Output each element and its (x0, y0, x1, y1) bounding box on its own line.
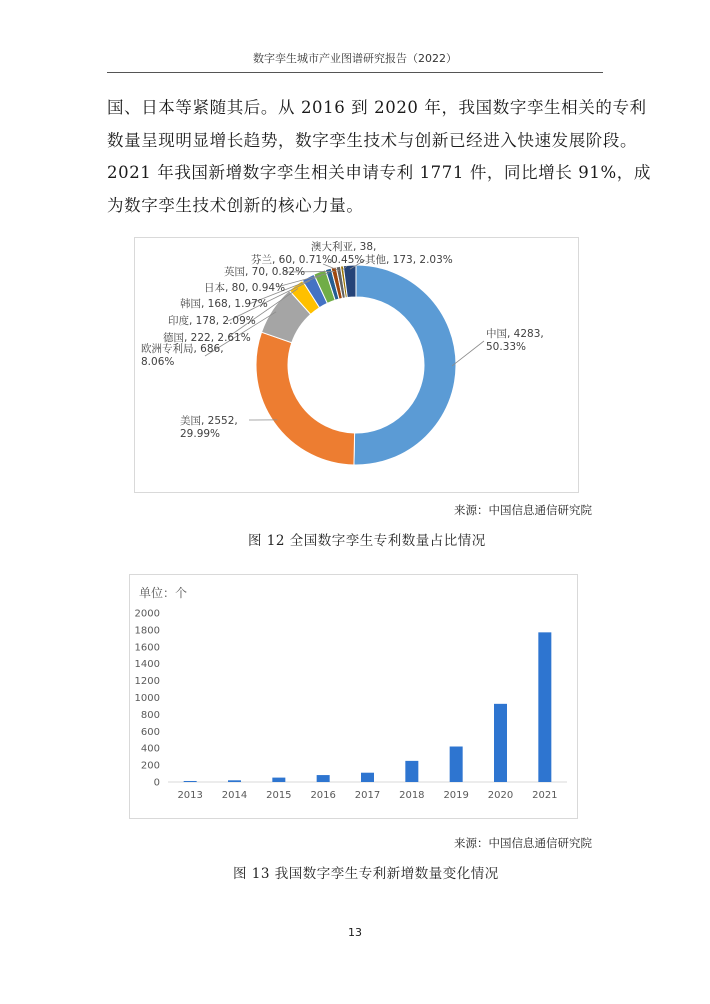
figure13-source: 来源：中国信息通信研究院 (454, 836, 592, 850)
y-tick-label: 1000 (134, 693, 160, 704)
bar (494, 704, 507, 782)
data-label-germany: 德国, 222, 2.61% (163, 332, 251, 344)
bar (228, 780, 241, 782)
bar (317, 775, 330, 782)
bar (184, 781, 197, 782)
x-tick-label: 2017 (354, 790, 381, 801)
bar-chart-frame (129, 574, 578, 819)
donut-chart-frame (134, 237, 579, 493)
bar (272, 778, 285, 782)
leader-line (452, 341, 484, 366)
page-header: 数字孪生城市产业图谱研究报告（2022） (253, 52, 457, 65)
bar (405, 761, 418, 782)
donut-slice (256, 332, 355, 465)
x-tick-label: 2013 (177, 790, 203, 801)
data-label-korea: 韩国, 168, 1.97% (180, 298, 268, 310)
figure12-caption: 图 12 全国数字孪生专利数量占比情况 (248, 533, 486, 549)
data-label-australia: 澳大利亚, 38, (311, 241, 377, 253)
data-label-finland: 芬兰, 60, 0.71% (251, 254, 333, 266)
donut-slice (354, 265, 456, 465)
x-tick-label: 2020 (487, 790, 514, 801)
data-label-usa-percent: 29.99% (180, 428, 221, 440)
bar (450, 747, 463, 782)
data-label-india: 印度, 178, 2.09% (168, 315, 256, 327)
y-tick-label: 1400 (134, 659, 160, 671)
y-tick-label: 400 (140, 743, 160, 755)
paragraph-line: 国、日本等紧随其后。从 2016 到 2020 年，我国数字孪生相关的专利 (107, 98, 647, 117)
x-tick-label: 2015 (266, 790, 292, 801)
data-label-china-percent: 50.33% (486, 341, 527, 353)
data-label-china: 中国, 4283, (486, 328, 544, 340)
data-label-usa: 美国, 2552, (180, 415, 238, 427)
y-tick-label: 200 (140, 760, 160, 772)
y-tick-label: 2000 (134, 608, 160, 620)
figure12-source: 来源：中国信息通信研究院 (454, 503, 592, 517)
x-tick-label: 2019 (443, 790, 469, 801)
y-tick-label: 600 (140, 726, 160, 738)
x-tick-label: 2021 (532, 790, 558, 801)
paragraph-line: 数量呈现明显增长趋势，数字孪生技术与创新已经进入快速发展阶段。 (107, 130, 638, 150)
figure13-caption: 图 13 我国数字孪生专利新增数量变化情况 (233, 866, 499, 882)
y-tick-label: 1200 (134, 676, 160, 688)
paragraph-line: 2021 年我国新增数字孪生相关申请专利 1771 件，同比增长 91%，成 (107, 163, 651, 182)
page-number: 13 (348, 926, 362, 939)
data-label-australia-percent: 0.45% (331, 254, 365, 266)
bar (361, 773, 374, 782)
y-unit-label: 单位：个 (139, 586, 188, 600)
body-paragraph (107, 92, 651, 222)
x-tick-label: 2018 (399, 790, 425, 801)
data-label-others: 其他, 173, 2.03% (365, 254, 453, 266)
data-label-uk: 英国, 70, 0.82% (224, 266, 306, 278)
y-tick-label: 0 (153, 777, 160, 789)
data-label-epo-percent: 8.06% (141, 356, 175, 368)
data-label-japan: 日本, 80, 0.94% (204, 282, 286, 294)
y-tick-label: 800 (140, 709, 160, 721)
header-divider (107, 72, 603, 73)
bar (538, 632, 551, 782)
y-tick-label: 1600 (134, 642, 160, 654)
paragraph-line: 为数字孪生技术创新的核心力量。 (107, 195, 364, 215)
bar-chart (130, 575, 577, 818)
donut-chart (135, 238, 578, 492)
x-tick-label: 2016 (310, 790, 336, 801)
data-label-epo: 欧洲专利局, 686, (141, 343, 224, 355)
x-tick-label: 2014 (221, 790, 248, 801)
y-tick-label: 1800 (134, 625, 160, 637)
